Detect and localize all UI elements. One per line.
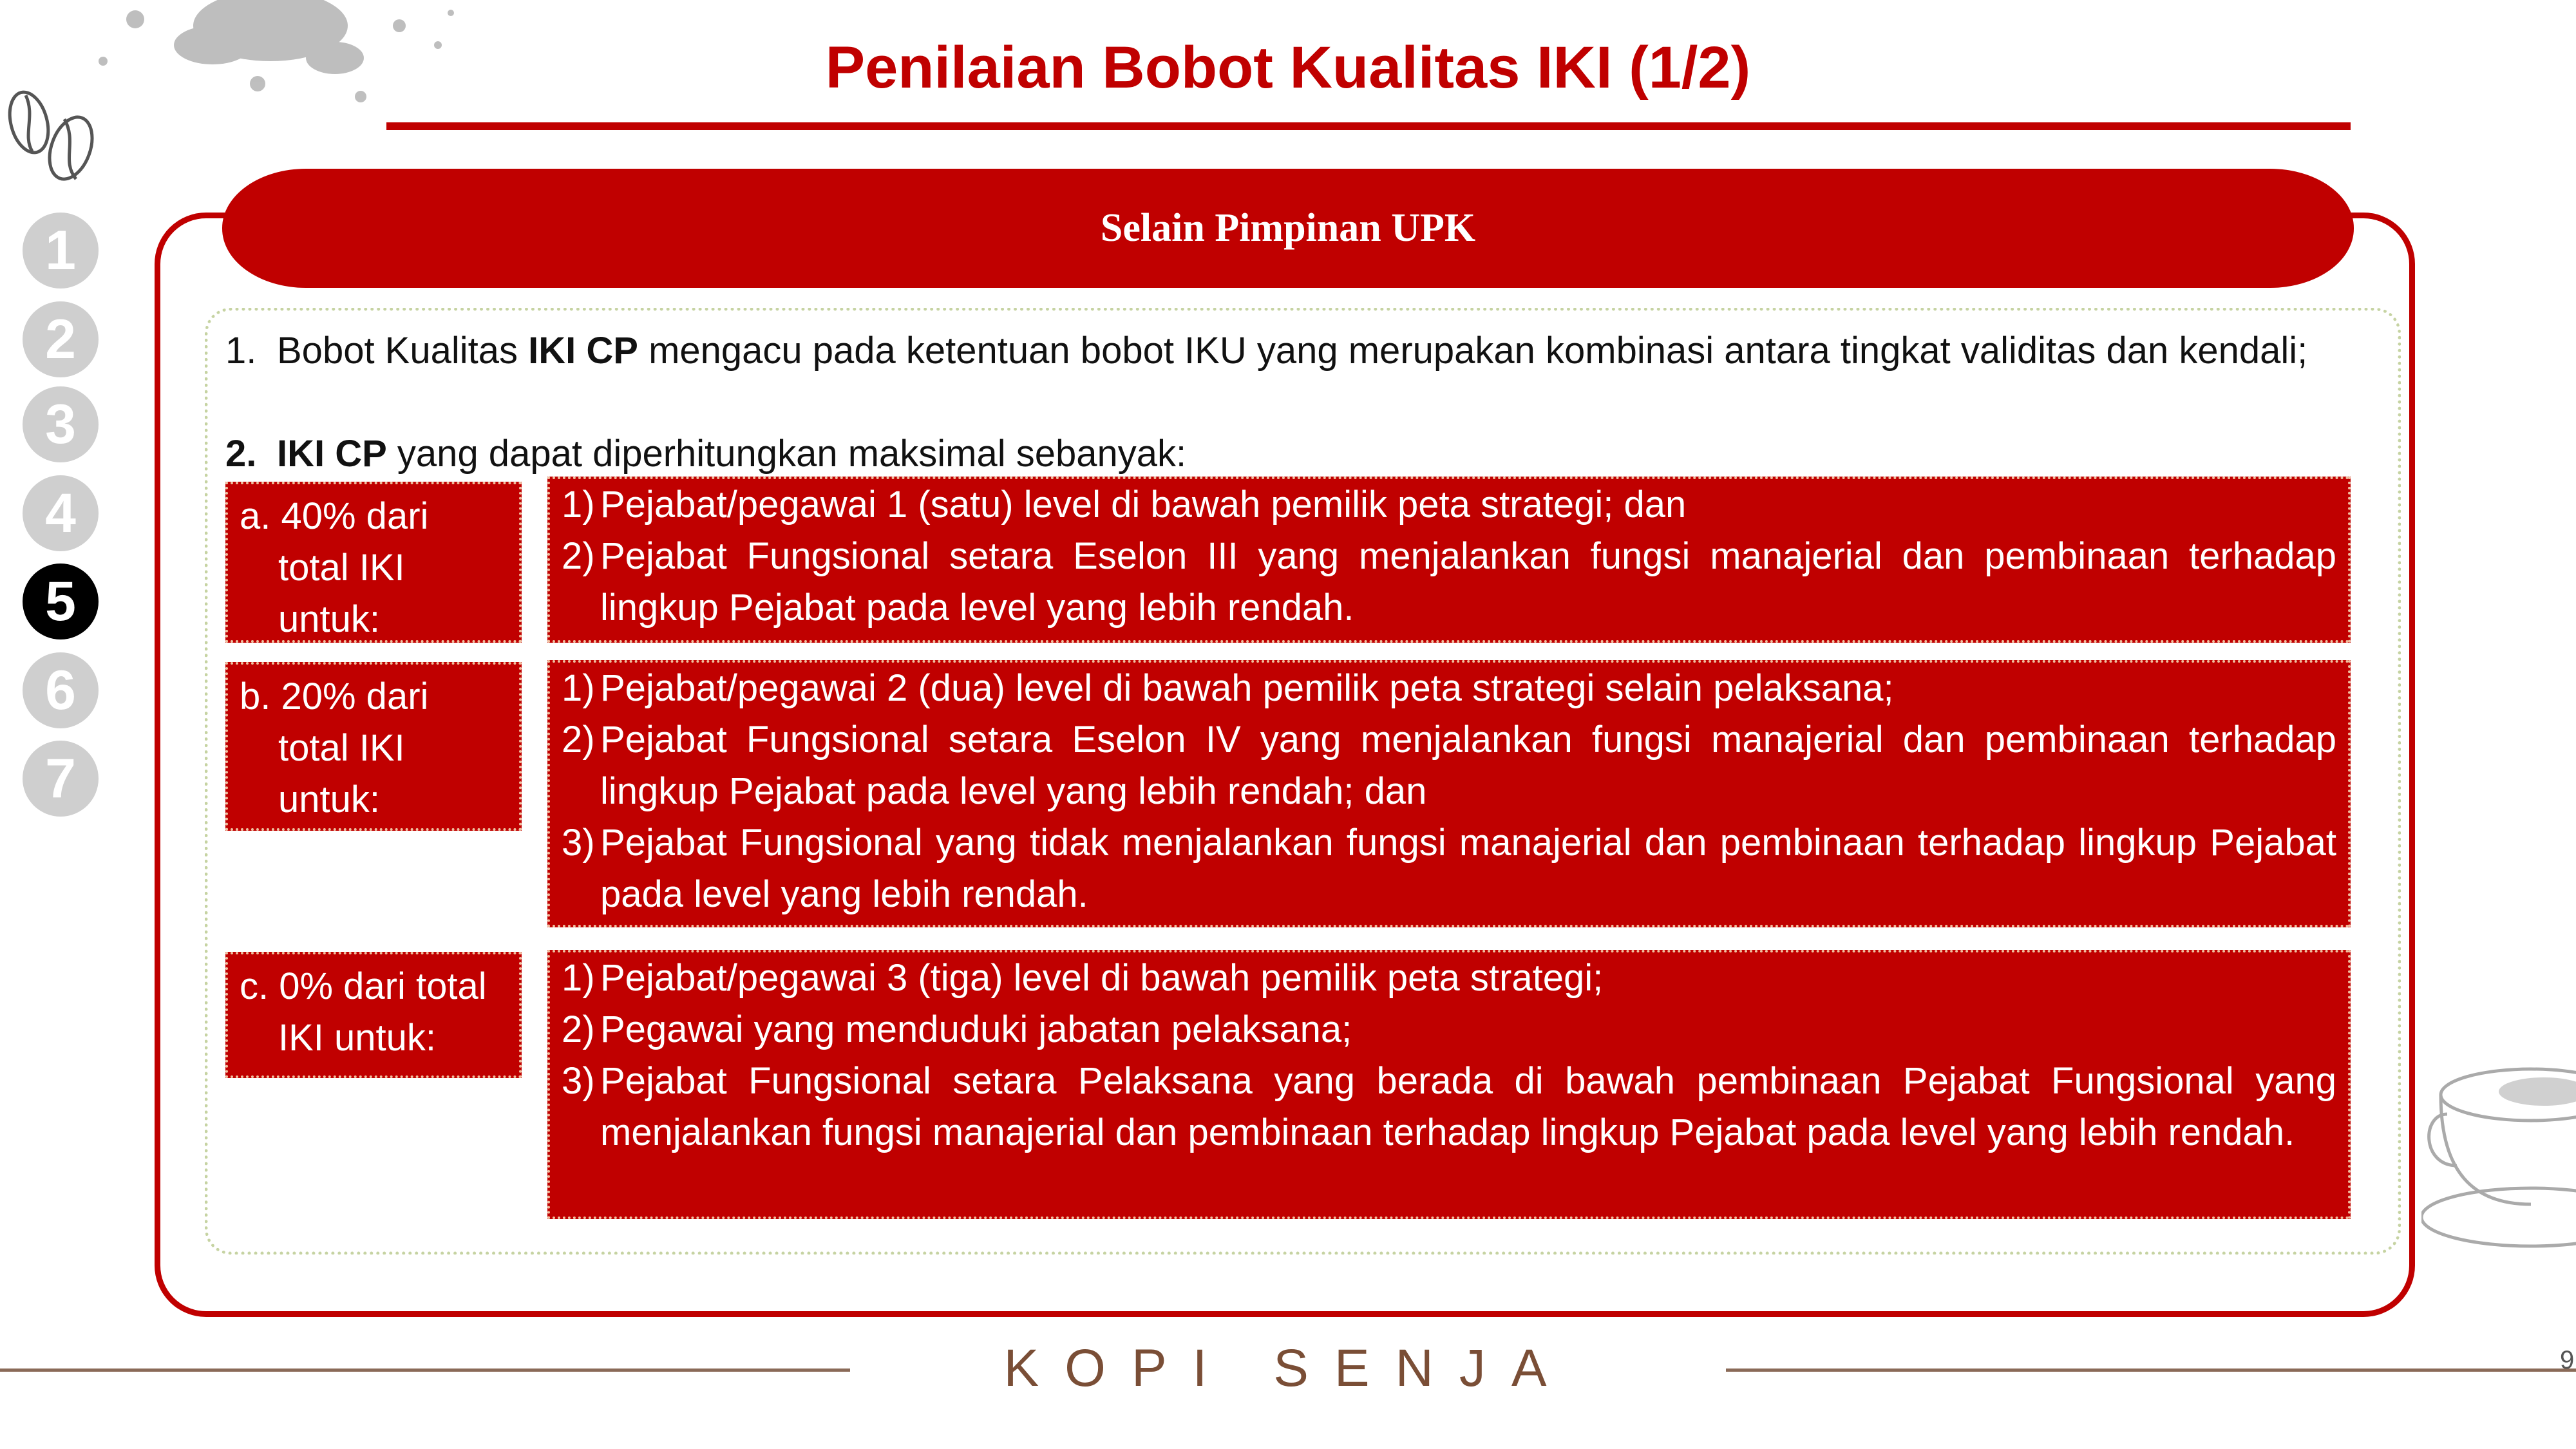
step-1-button[interactable]: 1 [23,213,99,289]
iki-cp-term: IKI CP [528,330,638,372]
list-item: 1) Pejabat/pegawai 2 (dua) level di bawah pemilik peta strategi selain pelaksana; [562,667,1894,709]
list-item: 3) Pejabat Fungsional yang tidak menjalankan fungsi manajerial dan pembinaan terhadap lingkup Pejabat pada level yang lebih rendah. [562,822,2336,915]
page-number: 9 [2560,1346,2575,1374]
group-b-label: b. 20% dari total IKI untuk: [240,676,429,820]
iki-cp-term: IKI CP [277,433,387,475]
group-b-label-box [225,662,522,831]
group-c-list [547,950,2351,1219]
step-2-button[interactable]: 2 [23,301,99,377]
title-underline [386,122,2351,130]
intro-item-1 [225,325,2376,428]
group-c-label-box [225,952,522,1078]
intro-item-2-number: 2. [225,433,257,475]
intro-item-1-text: Bobot Kualitas IKI CP mengacu pada ketentuan bobot IKU yang merupakan kombinasi antara tingkat validitas dan kendali; [277,330,2308,372]
step-5-button-active[interactable]: 5 [23,564,99,639]
list-item: 2) Pejabat Fungsional setara Eselon III yang menjalankan fungsi manajerial dan pembinaan terhadap lingkup Pejabat pada level yang lebih rendah. [562,535,2336,629]
list-item: 3) Pejabat Fungsional setara Pelaksana yang berada di bawah pembinaan Pejabat Fungsional yang menjalankan fungsi manajerial dan pembinaan terhadap lingkup Pejabat pada level yang lebih rendah. [562,1060,2336,1153]
intro-item-1-number: 1. [225,330,257,372]
group-c-label: c. 0% dari total IKI untuk: [240,965,487,1059]
intro-item-2-text: IKI CP yang dapat diperhitungkan maksimal sebanyak: [277,433,1187,475]
footer-brand: KOPI SENJA [1003,1339,1573,1397]
footer-divider-left [0,1368,850,1372]
list-item: 1) Pejabat/pegawai 3 (tiga) level di bawah pemilik peta strategi; [562,957,1604,999]
group-a-list [547,477,2351,643]
group-a-label: a. 40% dari total IKI untuk: [240,495,429,640]
step-4-button[interactable]: 4 [23,475,99,551]
step-3-button[interactable]: 3 [23,386,99,462]
group-a-label-box [225,482,522,643]
footer-divider-right [1726,1368,2576,1372]
coffee-beans-illustration [0,77,103,193]
intro-item-2 [225,428,2376,480]
list-item: 1) Pejabat/pegawai 1 (satu) level di bawah pemilik peta strategi; dan [562,484,1687,526]
step-7-button[interactable]: 7 [23,741,99,817]
section-banner: Selain Pimpinan UPK [222,169,2354,288]
page-title: Penilaian Bobot Kualitas IKI (1/2) [825,35,1751,100]
coffee-cup-illustration [2421,1043,2576,1314]
step-6-button[interactable]: 6 [23,652,99,728]
list-item: 2) Pejabat Fungsional setara Eselon IV yang menjalankan fungsi manajerial dan pembinaan terhadap lingkup Pejabat pada level yang lebih rendah; dan [562,719,2336,812]
list-item: 2) Pegawai yang menduduki jabatan pelaksana; [562,1009,1352,1050]
group-b-list [547,660,2351,927]
